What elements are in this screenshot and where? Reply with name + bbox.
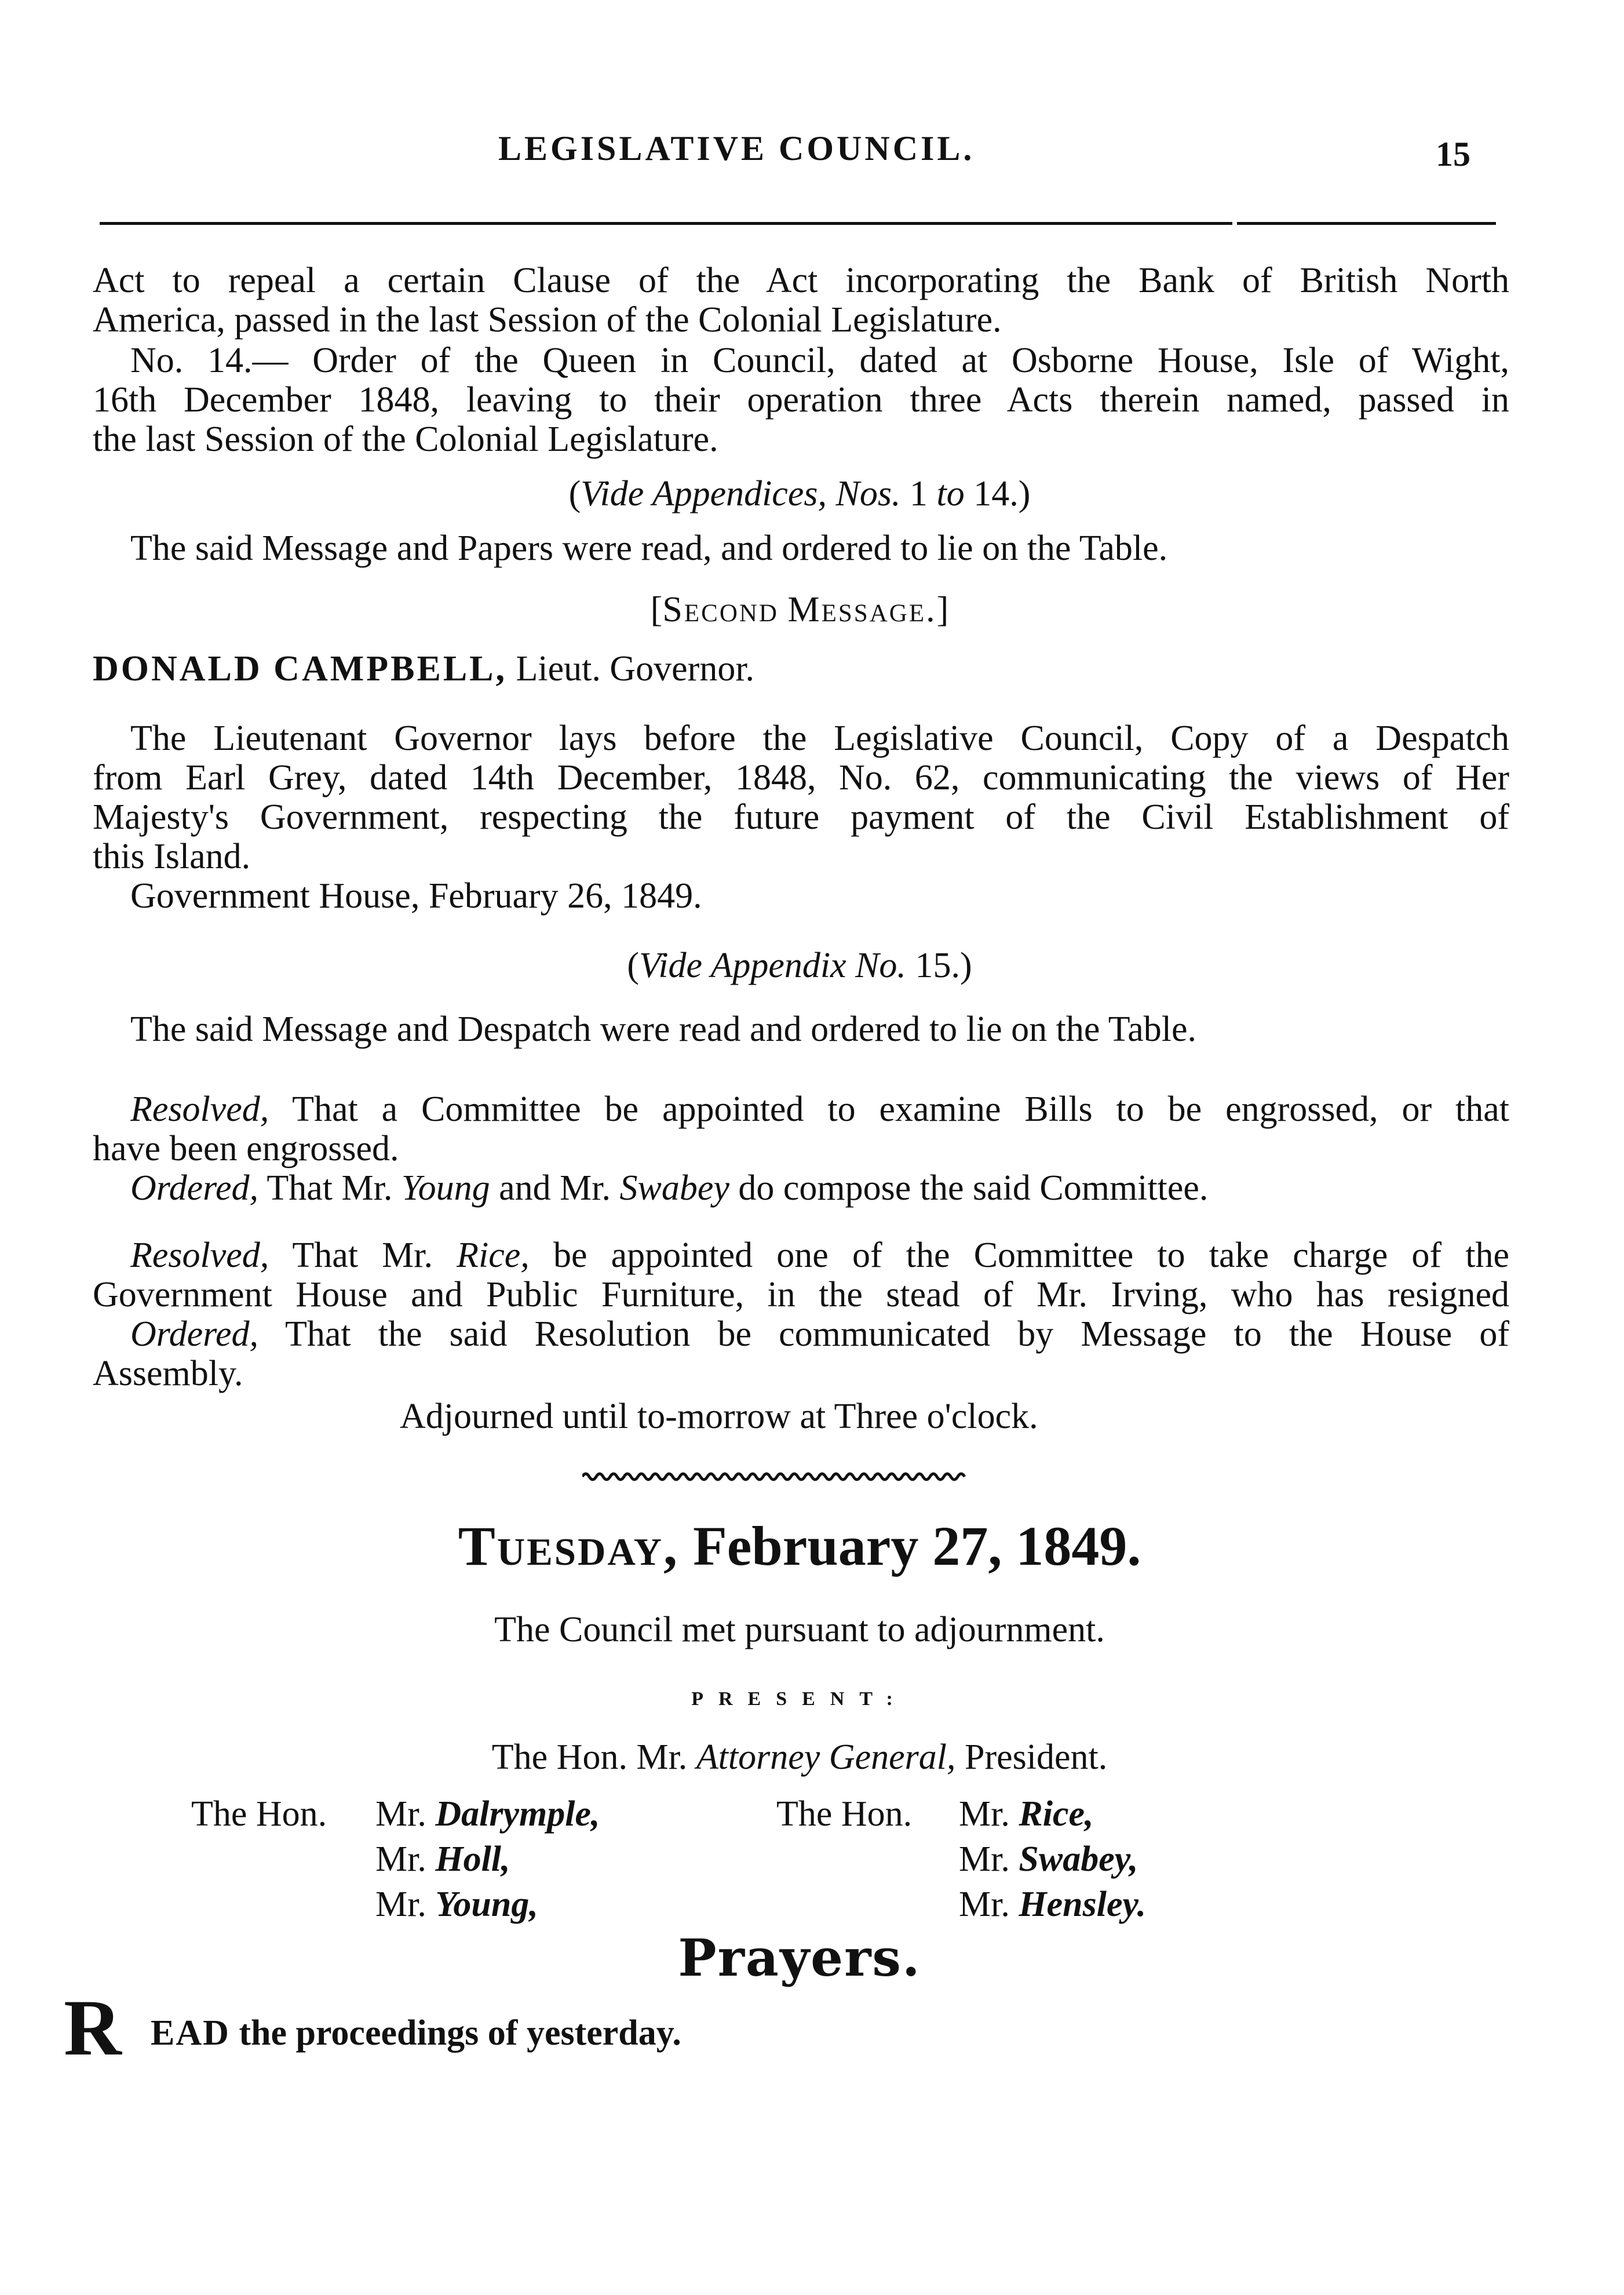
resolved2-text: be appointed one of the Committee to take charge of the (553, 1236, 1509, 1275)
resolved2-line1 (130, 1236, 1509, 1275)
message-line2: from Earl Grey, dated 14th December, 1848, No. 62, communicating the views of Her (93, 758, 1509, 797)
resolved2-line2: Government House and Public Furniture, in the stead of Mr. Irving, who has resigned (93, 1275, 1509, 1314)
ordered2-text: That the said Resolution be communicated by Message to the House of (285, 1314, 1509, 1354)
mr: Mr. (959, 1839, 1010, 1879)
present-label: PRESENT: (691, 1688, 908, 1710)
member-left-1 (375, 1794, 600, 1834)
member-name: Swabey, (1019, 1839, 1138, 1879)
ordered-word: Ordered, (130, 1314, 258, 1354)
members-left-prefix: The Hon. (191, 1794, 327, 1834)
wavy-rule-ornament (582, 1470, 970, 1484)
members-right-prefix: The Hon. (776, 1794, 913, 1834)
read-message-line: The said Message and Papers were read, and ordered to lie on the Table. (130, 529, 1168, 568)
ordered1-text: and Mr. (499, 1168, 611, 1208)
vide-text: Vide Appendices, (581, 474, 827, 513)
resolved-word: Resolved, (130, 1090, 269, 1129)
para2-line1: No. 14.— Order of the Queen in Council, dated at Osborne House, Isle of Wight, (130, 341, 1509, 380)
prayers-heading: Prayers. (678, 1928, 921, 1988)
president-line (93, 1737, 1506, 1777)
header-rule-left (100, 222, 1232, 225)
member-name: Young, (435, 1885, 538, 1924)
president-name: Attorney General, (696, 1737, 956, 1777)
para1-line1: Act to repeal a certain Clause of the Act incorporating the Bank of British North (93, 261, 1509, 300)
ordered1-line (130, 1168, 1208, 1208)
resolved-word: Resolved, (130, 1236, 269, 1275)
member-name: Swabey (619, 1168, 729, 1208)
mr: Mr. (959, 1885, 1010, 1924)
hon-prefix: The Hon. Mr. (491, 1737, 688, 1777)
read-despatch-line: The said Message and Despatch were read and ordered to lie on the Table. (130, 1010, 1197, 1049)
member-name: Dalrymple, (435, 1794, 600, 1834)
message-line3: Majesty's Government, respecting the future payment of the Civil Establishment of (93, 797, 1509, 837)
ordered2-line1 (130, 1314, 1509, 1354)
second-word: Second (662, 590, 779, 629)
adjourned-line: Adjourned until to-morrow at Three o'clock. (400, 1397, 1038, 1436)
president-role: President. (964, 1737, 1108, 1777)
read-caps: EAD (151, 2013, 230, 2053)
day-name: Tuesday, (458, 1515, 680, 1577)
bracket: [ (650, 590, 663, 629)
ordered2-line2: Assembly. (93, 1354, 243, 1393)
paren: ( (568, 474, 581, 513)
resolved1-line2: have been engrossed. (93, 1129, 399, 1168)
no-text: No. (855, 946, 906, 985)
message-line4: this Island. (93, 837, 251, 876)
nos-text: Nos. (835, 474, 901, 513)
member-name: Rice, (1019, 1794, 1094, 1834)
bracket: ] (936, 590, 949, 629)
read-rest: the proceedings of yesterday. (239, 2013, 681, 2053)
member-right-2 (959, 1839, 1138, 1879)
day-heading (93, 1517, 1506, 1575)
resolved1-text: That a Committee be appointed to examine Bills to be engrossed, or that (292, 1090, 1509, 1129)
page-number: 15 (1436, 135, 1470, 173)
message-line1: The Lieutenant Governor lays before the Legislative Council, Copy of a Despatch (130, 719, 1509, 758)
running-head: LEGISLATIVE COUNCIL. (498, 129, 975, 167)
paren: ) (1018, 474, 1031, 513)
para2-line2: 16th December 1848, leaving to their operation three Acts therein named, passed in (93, 380, 1509, 420)
signature-line (93, 649, 754, 688)
member-name: Rice, (457, 1236, 530, 1275)
drop-cap: R (64, 1983, 122, 2072)
paren: ( (627, 946, 640, 985)
member-name: Hensley. (1019, 1885, 1147, 1924)
ordered1-text: do compose the said Committee. (738, 1168, 1209, 1208)
range-start: 1 (909, 474, 928, 513)
ordered1-text: That Mr. (267, 1168, 393, 1208)
council-met-line: The Council met pursuant to adjournment. (494, 1610, 1105, 1649)
member-right-3 (959, 1885, 1146, 1924)
para2-line3: the last Session of the Colonial Legislature. (93, 420, 718, 459)
government-house-date: Government House, February 26, 1849. (130, 876, 702, 916)
read-proceedings-line (151, 2013, 681, 2053)
vide-text: Vide Appendix (639, 946, 846, 985)
member-left-3 (375, 1885, 538, 1924)
governor-title: Lieut. Governor. (516, 649, 755, 688)
mr: Mr. (375, 1839, 426, 1879)
member-right-1 (959, 1794, 1093, 1834)
ordered-word: Ordered, (130, 1168, 258, 1208)
paren: ) (959, 946, 972, 985)
vide-appendices-line (93, 474, 1506, 513)
member-name: Young (401, 1168, 490, 1208)
vide-appendix-line (93, 946, 1506, 985)
appendix-number: 15. (915, 946, 960, 985)
mr: Mr. (959, 1794, 1010, 1834)
member-name: Holl, (435, 1839, 510, 1879)
to-text: to (936, 474, 965, 513)
para1-line2: America, passed in the last Session of the Colonial Legislature. (93, 300, 1002, 340)
resolved2-text: That Mr. (292, 1236, 433, 1275)
governor-name: DONALD CAMPBELL, (93, 649, 508, 688)
mr: Mr. (375, 1885, 426, 1924)
range-end: 14. (973, 474, 1019, 513)
member-left-2 (375, 1839, 510, 1879)
message-word: Message. (787, 590, 937, 629)
second-message-heading (93, 590, 1506, 629)
day-date: February 27, 1849. (693, 1515, 1141, 1577)
header-rule-right (1237, 222, 1496, 225)
resolved1-line1 (130, 1090, 1509, 1129)
mr: Mr. (375, 1794, 426, 1834)
